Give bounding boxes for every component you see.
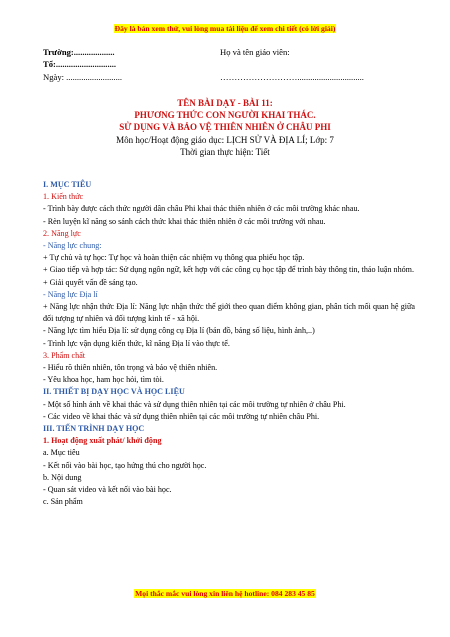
activity-content-item: - Quan sát video và kết nối vào bài học. bbox=[43, 485, 172, 495]
knowledge-item-1: - Trình bày được cách thức người dân châu Phi khai thác thiên nhiên ở các môi trường khác nhau. bbox=[43, 204, 360, 214]
document-body bbox=[43, 179, 415, 508]
geography-competence-item-3: - Trình lực vận dụng kiến thức, kĩ năng Địa lí vào thực tế. bbox=[43, 338, 230, 348]
section-heading-process: III. TIẾN TRÌNH DẠY HỌC bbox=[43, 424, 145, 434]
subheading-competence: 2. Năng lực bbox=[43, 228, 81, 238]
knowledge-item-2: - Rèn luyện kĩ năng so sánh cách thức khai thác thiên nhiên ở các môi trường với nhau. bbox=[43, 216, 326, 226]
lesson-title-line-1: TÊN BÀI DẠY - BÀI 11: bbox=[177, 98, 273, 108]
general-competence-label: - Năng lực chung: bbox=[43, 241, 102, 251]
hotline-banner bbox=[0, 589, 450, 598]
lesson-title-line-3: SỬ DỤNG VÀ BẢO VỆ THIÊN NHIÊN Ở CHÂU PHI bbox=[119, 122, 331, 133]
activity-objective-label: a. Mục tiêu bbox=[43, 448, 80, 458]
geography-competence-label: - Năng lực Địa lí bbox=[43, 289, 98, 299]
activity-heading-1: 1. Hoạt động xuất phát/ khởi động bbox=[43, 436, 162, 446]
preview-banner bbox=[0, 24, 450, 33]
geography-competence-item-2: - Năng lực tìm hiểu Địa lí: sử dụng công cụ Địa lí (bản đồ, bảng số liệu, hình ảnh,..) bbox=[43, 326, 315, 336]
general-competence-item-1: + Tự chủ và tự học: Tự học và hoàn thiện các nhiệm vụ thông qua phiếu học tập. bbox=[43, 253, 305, 263]
general-competence-item-3: + Giải quyết vấn đề sáng tạo. bbox=[43, 277, 138, 287]
quality-item-1: - Hiểu rõ thiên nhiên, tôn trọng và bảo vệ thiên nhiên. bbox=[43, 363, 218, 373]
equipment-item-2: - Các video về khai thác và sử dụng thiên nhiên tại các môi trường tự nhiên châu Phi. bbox=[43, 411, 320, 421]
activity-objective-item: - Kết nối vào bài học, tạo hứng thú cho người học. bbox=[43, 460, 207, 470]
section-heading-equipment: II. THIẾT BỊ DẠY HỌC VÀ HỌC LIỆU bbox=[43, 387, 185, 397]
activity-product-label: c. Sản phẩm bbox=[43, 497, 83, 507]
subject-line: Môn học/Hoạt động giáo dục: LỊCH SỬ VÀ ĐỊA LÍ; Lớp: 7 bbox=[116, 134, 334, 145]
subheading-qualities: 3. Phẩm chất bbox=[43, 350, 86, 360]
lesson-title-block bbox=[0, 97, 450, 158]
preview-banner-text: Đây là bản xem thử, vui lòng mua tài liệu để xem chi tiết (có lời giải) bbox=[114, 24, 336, 33]
school-label: Trường:................... bbox=[43, 47, 115, 57]
section-heading-objectives: I. MỤC TIÊU bbox=[43, 180, 92, 189]
general-competence-item-2: + Giao tiếp và hợp tác: Sử dụng ngôn ngữ, kết hợp với các công cụ học tập để trình bày thông tin, thảo luận nhóm. bbox=[43, 265, 414, 275]
teacher-label: Họ và tên giáo viên: bbox=[220, 47, 290, 57]
time-line: Thời gian thực hiện: Tiết bbox=[180, 146, 270, 157]
subheading-knowledge: 1. Kiến thức bbox=[43, 192, 84, 202]
quality-item-2: - Yêu khoa học, ham học hỏi, tìm tòi. bbox=[43, 375, 164, 385]
lesson-title-line-2: PHƯƠNG THỨC CON NGƯỜI KHAI THÁC. bbox=[134, 110, 316, 121]
equipment-item-1: - Một số hình ảnh về khai thác và sử dụng thiên nhiên tại các môi trường tự nhiên ở châu Phi. bbox=[43, 399, 346, 409]
group-label: Tổ:............................ bbox=[43, 59, 117, 69]
geography-competence-item-1: + Năng lực nhận thức Địa lí: Năng lực nhận thức thế giới theo quan điểm không gian, phân tích mối quan hệ giữa đối tượng tự nhiên và đối tượng kinh tế - xã hội. bbox=[43, 302, 415, 324]
date-label: Ngày: .......................... bbox=[43, 72, 123, 82]
activity-content-label: b. Nội dung bbox=[43, 472, 82, 482]
hotline-banner-text: Mọi thắc mắc vui lòng xin liên hệ hotline: 084 283 45 85 bbox=[135, 589, 315, 598]
teacher-name-dots: ………………………............................... bbox=[220, 72, 364, 82]
